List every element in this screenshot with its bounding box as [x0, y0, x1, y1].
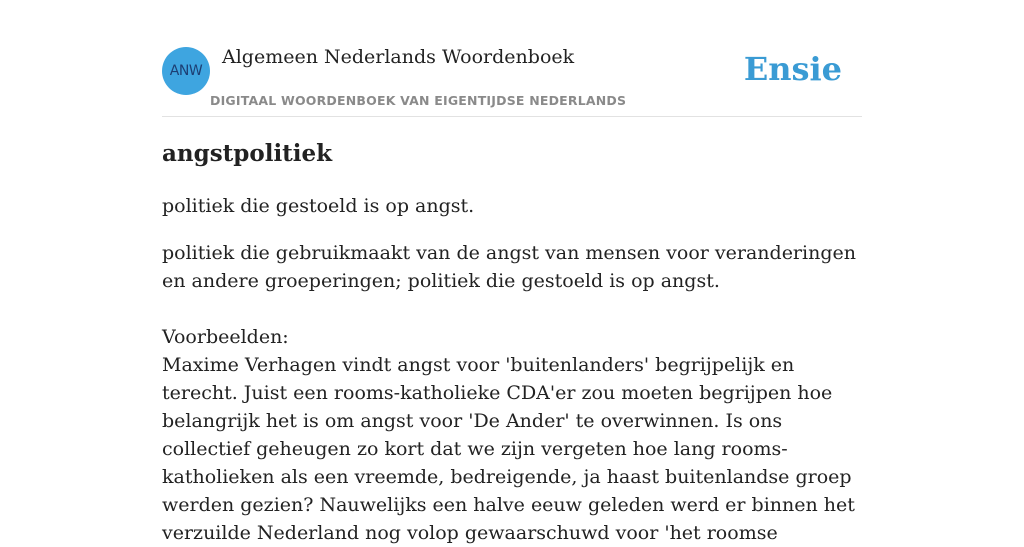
headword: angstpolitiek — [162, 140, 333, 167]
short-definition: politiek die gestoeld is op angst. — [162, 195, 475, 217]
long-definition: politiek die gebruikmaakt van de angst van mensen voor veranderingen en andere groeperingen; politiek die gestoeld is op angst. — [162, 242, 856, 292]
site-title[interactable]: Algemeen Nederlands Woordenboek — [222, 46, 575, 68]
example-text: Maxime Verhagen vindt angst voor 'buitenlanders' begrijpelijk en terecht. Juist een rooms-katholieke CDA'er zou moeten begrijpen hoe belangrijk het is om angst voor 'De Ander' te overwinnen. Is ons collectief geheugen zo kort dat we zijn vergeten hoe lang rooms-katholieken als een vreemde, bedreigende, ja haast buitenlandse groep werden gezien? Nauwelijks een halve eeuw geleden werd er binnen het verzuilde Nederland nog volop gewaarschuwd voor 'het roomse — [162, 354, 855, 544]
site-header — [162, 0, 862, 117]
entry-content — [162, 138, 862, 547]
logo-text: ANW — [169, 63, 203, 79]
examples-label: Voorbeelden: — [162, 326, 289, 348]
anw-logo[interactable] — [162, 47, 210, 95]
ensie-brand-logo[interactable]: Ensie — [743, 50, 842, 88]
site-subtitle: DIGITAAL WOORDENBOEK VAN EIGENTIJDSE NEDERLANDS — [210, 93, 627, 108]
